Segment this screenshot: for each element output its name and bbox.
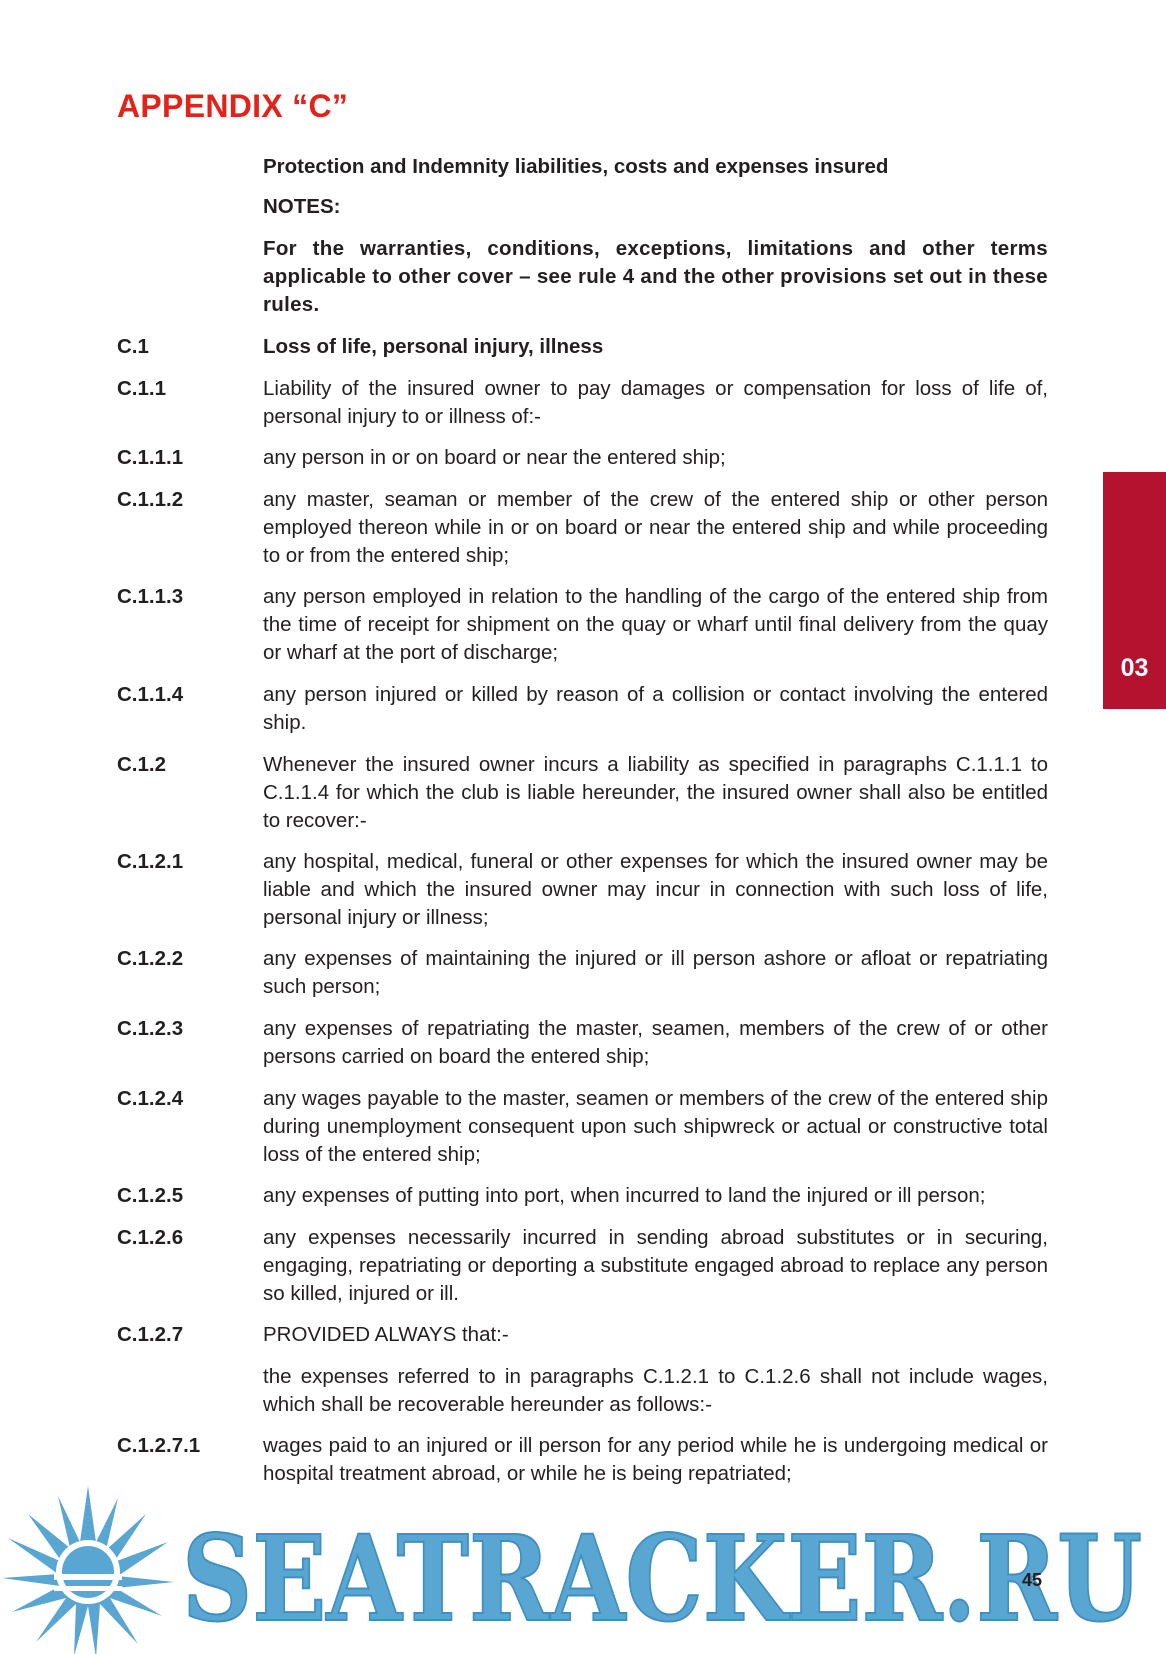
rule-text: any expenses necessarily incurred in sending abroad substitutes or in securing, engaging, repatriating or deporting a substitute engaged abroad to replace any person so killed, injured or ill. — [263, 1226, 1048, 1305]
page-number: 45 — [1022, 1570, 1043, 1590]
rule-number: C.1.1.2 — [117, 488, 184, 511]
rule-number: C.1.2.5 — [117, 1184, 184, 1207]
rule-text: any hospital, medical, funeral or other expenses for which the insured owner may be liable and which the insured owner may incur in connection with such loss of life, personal injury or illness; — [263, 850, 1048, 929]
rule-number: C.1.1.1 — [117, 446, 184, 469]
rule-number: C.1.1.3 — [117, 585, 184, 608]
rule-number: C.1.2.7.1 — [117, 1434, 201, 1457]
watermark — [0, 1480, 1166, 1654]
appendix-title: APPENDIX “C” — [117, 88, 349, 124]
notes-text: For the warranties, conditions, exceptions, limitations and other terms applicable to other cover – see rule 4 and the other provisions set out in these rules. — [263, 237, 1048, 316]
rule-text: any person employed in relation to the handling of the cargo of the entered ship from the time of receipt for shipment on the quay or wharf until final delivery from the quay or wharf at the port of discharge; — [263, 585, 1048, 664]
rule-number: C.1.1 — [117, 377, 166, 400]
rule-text: the expenses referred to in paragraphs C.1.2.1 to C.1.2.6 shall not include wages, which shall be recoverable hereunder as follows:- — [263, 1365, 1048, 1416]
rule-number: C.1.2.3 — [117, 1017, 184, 1040]
sunburst-icon — [2, 1486, 174, 1654]
rule-number: C.1.1.4 — [117, 683, 184, 706]
section-number: 03 — [1120, 654, 1149, 682]
rule-text: wages paid to an injured or ill person for any period while he is undergoing medical or hospital treatment abroad, or while he is being repatriated; — [263, 1434, 1048, 1485]
rule-text: Liability of the insured owner to pay damages or compensation for loss of life of, personal injury to or illness of:- — [263, 377, 1048, 428]
notes-label: NOTES: — [263, 195, 341, 218]
rule-text: PROVIDED ALWAYS that:- — [263, 1323, 509, 1346]
rule-text: any expenses of putting into port, when incurred to land the injured or ill person; — [263, 1184, 986, 1207]
rule-number: C.1 — [117, 335, 149, 358]
rule-text: any person in or on board or near the entered ship; — [263, 446, 726, 469]
rule-text: any master, seaman or member of the crew of the entered ship or other person employed thereon while in or on board or near the entered ship and while proceeding to or from the entered ship; — [263, 488, 1048, 567]
rule-number: C.1.2.1 — [117, 850, 184, 873]
intro-heading: Protection and Indemnity liabilities, costs and expenses insured — [263, 155, 889, 178]
rule-text: any expenses of repatriating the master, seamen, members of the crew of or other persons carried on board the entered ship; — [263, 1017, 1048, 1068]
rule-text: any person injured or killed by reason of a collision or contact involving the entered ship. — [263, 683, 1048, 734]
rule-number: C.1.2.7 — [117, 1323, 184, 1346]
rule-number: C.1.2.2 — [117, 947, 184, 970]
section-tab — [1103, 472, 1166, 709]
rule-number: C.1.2.6 — [117, 1226, 184, 1249]
rule-number: C.1.2 — [117, 753, 166, 776]
watermark-text: SEATRACKER.RU — [182, 1509, 1142, 1648]
rule-text: any wages payable to the master, seamen or members of the crew of the entered ship during unemployment consequent upon such shipwreck or actual or constructive total loss of the entered ship; — [263, 1087, 1048, 1166]
rule-number: C.1.2.4 — [117, 1087, 184, 1110]
rule-heading: Loss of life, personal injury, illness — [263, 335, 604, 358]
rule-text: Whenever the insured owner incurs a liability as specified in paragraphs C.1.1.1 to C.1.1.4 for which the club is liable hereunder, the insured owner shall also be entitled to recover:- — [263, 753, 1048, 832]
rule-text: any expenses of maintaining the injured or ill person ashore or afloat or repatriating such person; — [263, 947, 1048, 998]
